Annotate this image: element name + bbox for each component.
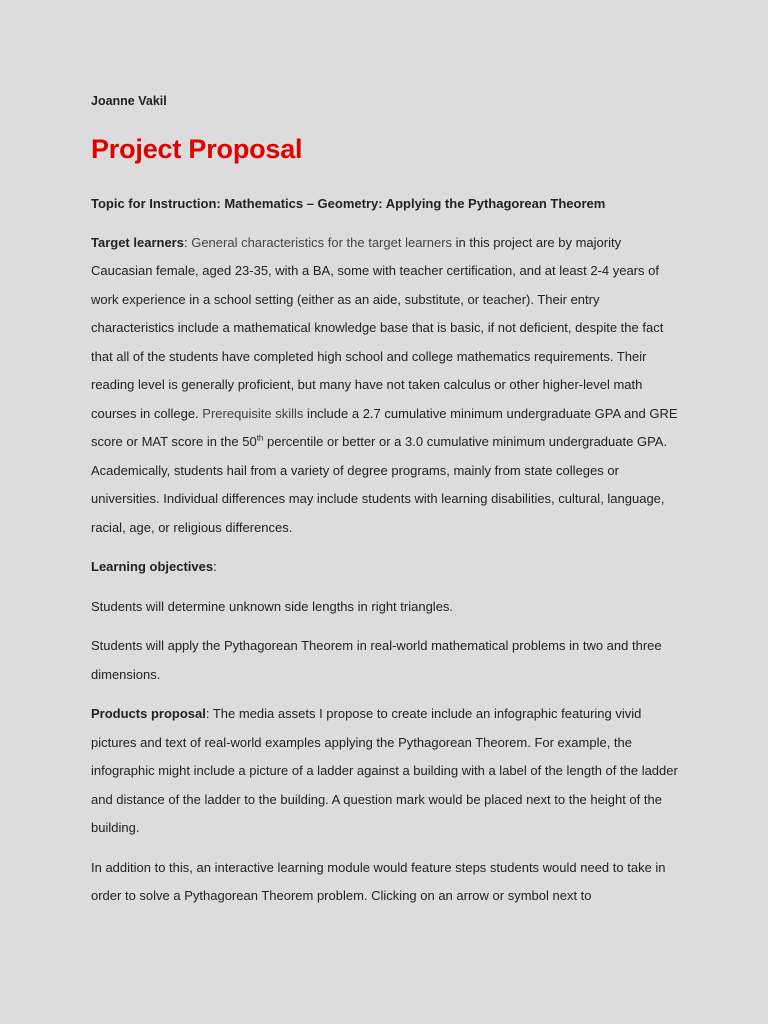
superscript-th: th [256,433,264,443]
objective-item-1: Students will determine unknown side lengths in right triangles. [91,598,454,614]
interactive-module-paragraph: In addition to this, an interactive learning module would feature steps students would need to take in order to solve a Pythagorean Theorem problem. Clicking on an arrow or symbol next to [91,859,666,903]
target-learners-label: Target learners [91,234,184,250]
learning-objectives-label: Learning objectives [91,559,214,574]
learning-objectives-colon: : [213,559,217,574]
document-title: Project Proposal [91,134,303,164]
products-proposal-label: Products proposal [91,706,206,721]
learning-objectives-heading [91,553,680,582]
author-name: Joanne Vakil [91,94,167,108]
topic-line: Topic for Instruction: Mathematics – Geometry: Applying the Pythagorean Theorem [91,196,606,211]
target-learners-text-3: percentile or better or a 3.0 cumulative minimum undergraduate GPA. Academically, students hail from a variety of degree programs, mainly from state colleges or universities. Individual differences may include students with learning disabilities, cultural, language, racial, age, or religious differences. [91,434,668,535]
prerequisite-skills-label: Prerequisite skills [202,405,304,421]
target-learners-colon: : [183,234,192,250]
target-learners-text-1: in this project are by majority Caucasian female, aged 23-35, with a BA, some with teacher certification, and at least 2-4 years of work experience in a school setting (either as an aide, substitute, or teacher). Their entry characteristics include a mathematical knowledge base that is basic, if not deficient, despite the fact that all of the students have completed high school and college mathematics requirements. Their reading level is generally proficient, but many have not taken calculus or other higher-level math courses in college. [91,234,664,421]
products-proposal-paragraph [91,700,680,843]
target-learners-highlight: General characteristics for the target learners [191,234,453,250]
objective-item-2: Students will apply the Pythagorean Theorem in real-world mathematical problems in two and three dimensions. [91,638,662,682]
target-learners-paragraph [91,229,680,543]
target-learners-text-2: include a 2.7 cumulative minimum undergraduate GPA and GRE score or MAT score in the 50 [91,405,678,449]
products-proposal-text: : The media assets I propose to create include an infographic featuring vivid pictures and text of real-world examples applying the Pythagorean Theorem. For example, the infographic might include a picture of a ladder against a building with a label of the length of the ladder and distance of the ladder to the building. A question mark would be placed next to the height of the building. [91,706,678,835]
